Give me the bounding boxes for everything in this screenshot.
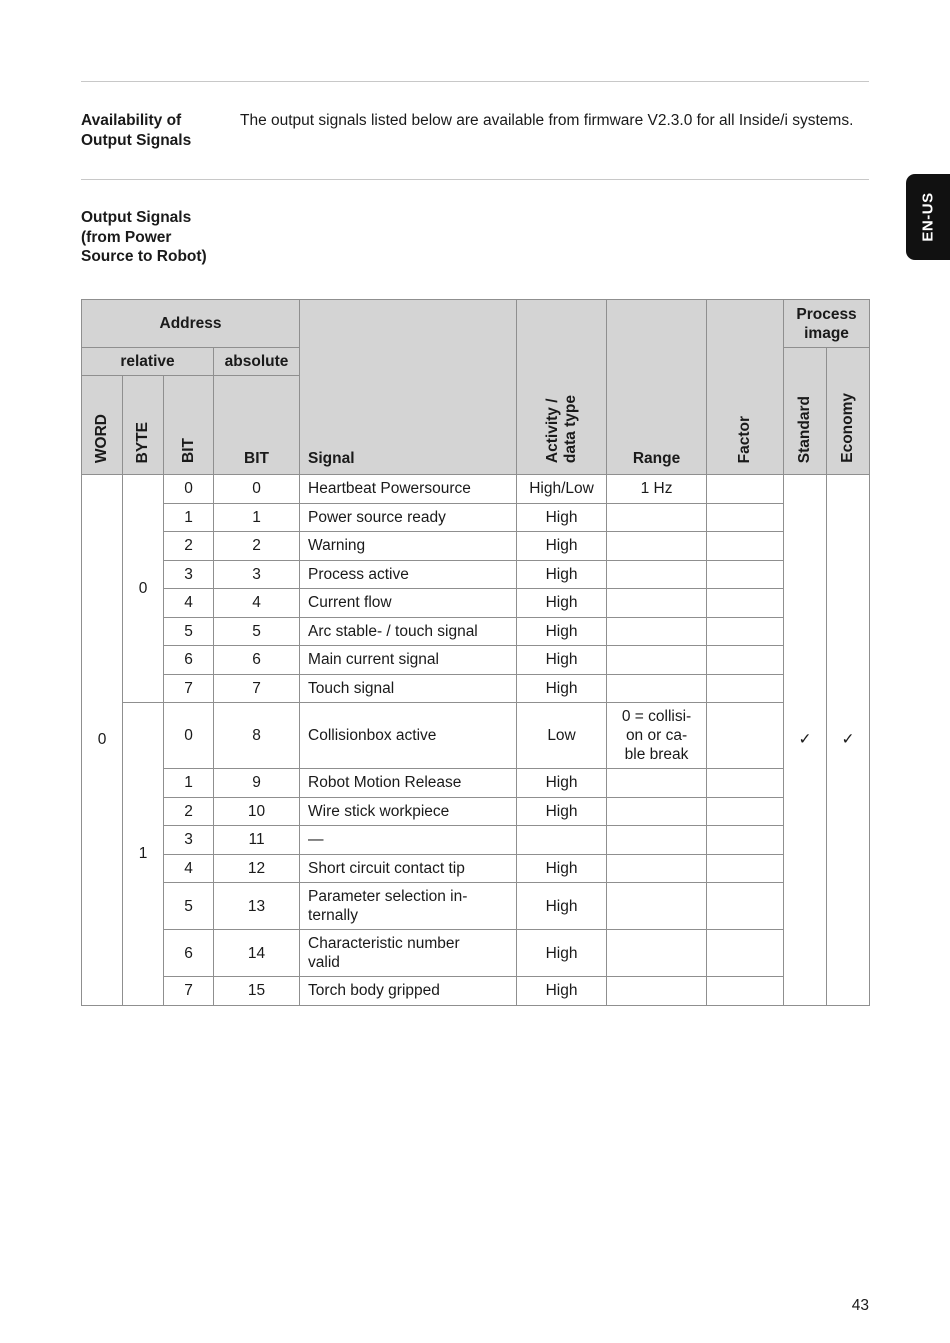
table-row — [82, 883, 870, 930]
availability-text: The output signals listed below are available from firmware V2.3.0 for all Inside/i systems. — [240, 112, 854, 129]
table-row — [82, 532, 870, 561]
table-row — [82, 797, 870, 826]
bit-cell: 5 — [164, 883, 214, 930]
table-row — [82, 769, 870, 798]
bit-cell: 4 — [164, 589, 214, 618]
signal-cell: Current flow — [300, 589, 517, 618]
header-word: WORD — [82, 376, 123, 475]
word-cell: 0 — [82, 475, 123, 1006]
abs-bit-cell: 0 — [214, 475, 300, 504]
signal-cell: Torch body gripped — [300, 977, 517, 1006]
abs-bit-cell: 1 — [214, 503, 300, 532]
range-cell — [607, 589, 707, 618]
range-cell — [607, 503, 707, 532]
signal-cell: Warning — [300, 532, 517, 561]
activity-cell: Low — [517, 703, 607, 769]
range-cell — [607, 977, 707, 1006]
abs-bit-cell: 5 — [214, 617, 300, 646]
range-cell — [607, 930, 707, 977]
header-absolute: absolute — [214, 348, 300, 376]
bit-cell: 0 — [164, 703, 214, 769]
language-tab-label: EN-US — [919, 192, 937, 242]
abs-bit-cell: 15 — [214, 977, 300, 1006]
header-signal: Signal — [300, 300, 517, 475]
factor-cell — [707, 674, 784, 703]
activity-cell: High — [517, 854, 607, 883]
table-row — [82, 854, 870, 883]
bit-cell: 1 — [164, 503, 214, 532]
top-divider — [81, 81, 869, 82]
output-signals-title: Output Signals (from Power Source to Robot) — [81, 209, 207, 265]
header-bit-absolute: BIT — [214, 376, 300, 475]
activity-cell: High — [517, 560, 607, 589]
factor-cell — [707, 703, 784, 769]
signal-cell: Parameter selection in- ternally — [300, 883, 517, 930]
activity-cell: High — [517, 532, 607, 561]
factor-cell — [707, 617, 784, 646]
signal-cell: Wire stick workpiece — [300, 797, 517, 826]
bit-cell: 7 — [164, 674, 214, 703]
range-cell — [607, 646, 707, 675]
signal-cell: Collisionbox active — [300, 703, 517, 769]
abs-bit-cell: 8 — [214, 703, 300, 769]
factor-cell — [707, 769, 784, 798]
bit-cell: 3 — [164, 560, 214, 589]
range-cell — [607, 826, 707, 855]
range-cell — [607, 674, 707, 703]
header-process-image: Process image — [784, 300, 870, 348]
middle-divider — [81, 179, 869, 180]
activity-cell: High/Low — [517, 475, 607, 504]
table-row — [82, 703, 870, 769]
abs-bit-cell: 12 — [214, 854, 300, 883]
header-range: Range — [607, 300, 707, 475]
table-row — [82, 674, 870, 703]
range-cell: 1 Hz — [607, 475, 707, 504]
language-tab — [906, 174, 950, 260]
factor-cell — [707, 883, 784, 930]
bit-cell: 5 — [164, 617, 214, 646]
factor-cell — [707, 930, 784, 977]
byte-cell-0: 0 — [123, 475, 164, 703]
abs-bit-cell: 10 — [214, 797, 300, 826]
range-cell — [607, 560, 707, 589]
table-row — [82, 826, 870, 855]
abs-bit-cell: 9 — [214, 769, 300, 798]
abs-bit-cell: 6 — [214, 646, 300, 675]
factor-cell — [707, 797, 784, 826]
signal-cell: Main current signal — [300, 646, 517, 675]
signal-cell: — — [300, 826, 517, 855]
factor-cell — [707, 475, 784, 504]
abs-bit-cell: 7 — [214, 674, 300, 703]
output-signals-table — [81, 299, 870, 1006]
range-cell — [607, 769, 707, 798]
header-address: Address — [82, 300, 300, 348]
range-cell — [607, 532, 707, 561]
header-byte: BYTE — [123, 376, 164, 475]
abs-bit-cell: 3 — [214, 560, 300, 589]
abs-bit-cell: 13 — [214, 883, 300, 930]
bit-cell: 7 — [164, 977, 214, 1006]
header-economy: Economy — [827, 348, 870, 475]
bit-cell: 2 — [164, 532, 214, 561]
signal-cell: Touch signal — [300, 674, 517, 703]
table-row — [82, 977, 870, 1006]
page-number: 43 — [851, 1297, 869, 1314]
table-row — [82, 560, 870, 589]
factor-cell — [707, 532, 784, 561]
range-cell — [607, 797, 707, 826]
range-cell: 0 = collisi- on or ca- ble break — [607, 703, 707, 769]
bit-cell: 2 — [164, 797, 214, 826]
signal-cell: Robot Motion Release — [300, 769, 517, 798]
range-cell — [607, 617, 707, 646]
activity-cell — [517, 826, 607, 855]
activity-cell: High — [517, 646, 607, 675]
bit-cell: 4 — [164, 854, 214, 883]
factor-cell — [707, 826, 784, 855]
header-bit-relative: BIT — [164, 376, 214, 475]
activity-cell: High — [517, 589, 607, 618]
factor-cell — [707, 589, 784, 618]
activity-cell: High — [517, 769, 607, 798]
economy-checkmark: ✓ — [827, 475, 870, 1006]
abs-bit-cell: 11 — [214, 826, 300, 855]
signal-cell: Process active — [300, 560, 517, 589]
activity-cell: High — [517, 674, 607, 703]
signal-cell: Heartbeat Powersource — [300, 475, 517, 504]
activity-cell: High — [517, 977, 607, 1006]
table-row — [82, 646, 870, 675]
activity-cell: High — [517, 503, 607, 532]
factor-cell — [707, 503, 784, 532]
header-standard: Standard — [784, 348, 827, 475]
range-cell — [607, 854, 707, 883]
bit-cell: 3 — [164, 826, 214, 855]
abs-bit-cell: 4 — [214, 589, 300, 618]
table-row — [82, 475, 870, 504]
range-cell — [607, 883, 707, 930]
availability-title: Availability of Output Signals — [81, 112, 192, 149]
byte-cell-1: 1 — [123, 703, 164, 1006]
header-activity: Activity / data type — [517, 300, 607, 475]
standard-checkmark: ✓ — [784, 475, 827, 1006]
header-factor: Factor — [707, 300, 784, 475]
activity-cell: High — [517, 797, 607, 826]
table-row — [82, 589, 870, 618]
bit-cell: 6 — [164, 930, 214, 977]
abs-bit-cell: 2 — [214, 532, 300, 561]
abs-bit-cell: 14 — [214, 930, 300, 977]
table-row — [82, 930, 870, 977]
header-relative: relative — [82, 348, 214, 376]
activity-cell: High — [517, 617, 607, 646]
signal-cell: Arc stable- / touch signal — [300, 617, 517, 646]
factor-cell — [707, 646, 784, 675]
bit-cell: 6 — [164, 646, 214, 675]
table-row — [82, 617, 870, 646]
factor-cell — [707, 854, 784, 883]
table-row — [82, 503, 870, 532]
bit-cell: 0 — [164, 475, 214, 504]
factor-cell — [707, 977, 784, 1006]
activity-cell: High — [517, 930, 607, 977]
signal-cell: Short circuit contact tip — [300, 854, 517, 883]
activity-cell: High — [517, 883, 607, 930]
signal-cell: Power source ready — [300, 503, 517, 532]
signal-cell: Characteristic number valid — [300, 930, 517, 977]
bit-cell: 1 — [164, 769, 214, 798]
factor-cell — [707, 560, 784, 589]
